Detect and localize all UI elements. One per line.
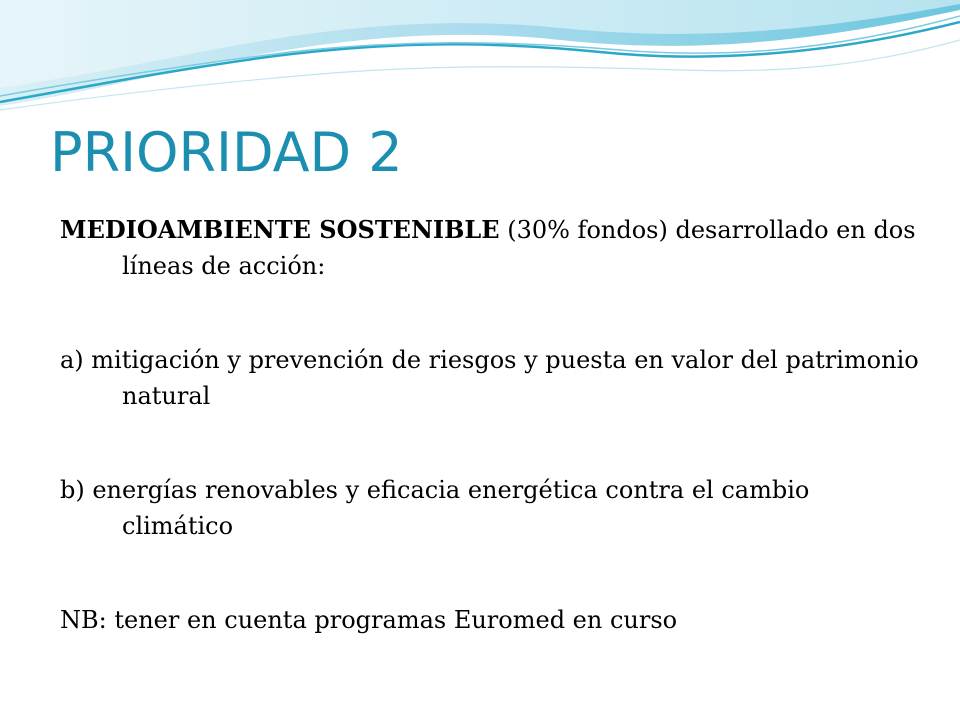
- paragraph-overview: [60, 212, 920, 284]
- paragraph-line-b: b) energías renovables y eficacia energética contra el cambio climático: [60, 476, 810, 540]
- slide-title: PRIORIDAD 2: [50, 121, 403, 184]
- slide-body: [60, 212, 920, 638]
- paragraph-note: NB: tener en cuenta programas Euromed en curso: [60, 606, 678, 634]
- overview-heading: MEDIOAMBIENTE SOSTENIBLE: [60, 215, 500, 244]
- paragraph-line-a: a) mitigación y prevención de riesgos y puesta en valor del patrimonio natural: [60, 346, 919, 410]
- decorative-wave-header: [0, 0, 960, 120]
- overview-text: (30% fondos) desarrollado en dos líneas de acción:: [122, 216, 916, 280]
